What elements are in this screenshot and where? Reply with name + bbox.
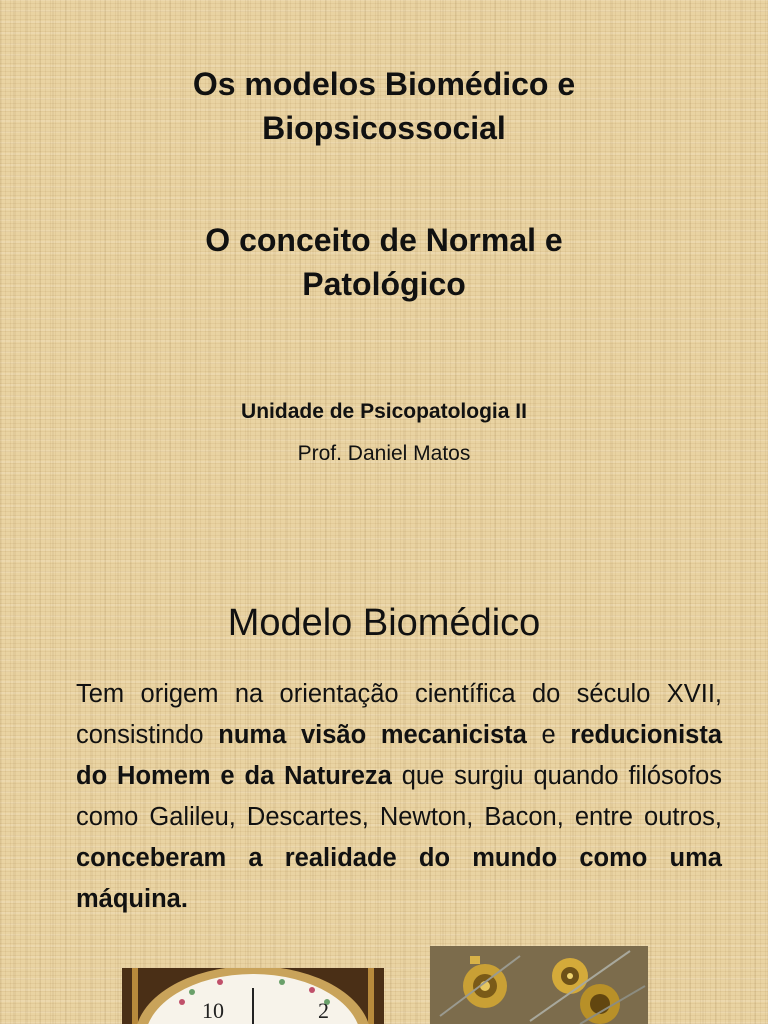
second-title-line-1: O conceito de Normal e (205, 222, 563, 258)
second-title (0, 218, 768, 306)
main-title (0, 62, 768, 150)
content-slide (0, 580, 768, 1024)
clock-face-illustration (122, 968, 384, 1024)
clock-numeral-10: 10 (202, 998, 224, 1023)
second-title-line-2: Patológico (302, 266, 466, 302)
emphasis-1: numa visão mecanicista (218, 721, 527, 749)
course-unit: Unidade de Psicopatologia II (241, 400, 527, 423)
gears-illustration (430, 946, 648, 1024)
text-segment-2: e (526, 721, 571, 749)
text-segment-3: que surgiu quando filósofos como Galileu, Descartes, Newton, Bacon, entre outros, (76, 762, 722, 831)
body-paragraph (76, 674, 722, 920)
gears-image (430, 946, 648, 1024)
emphasis-3: conceberam a realidade do mundo como uma máquina. (76, 844, 722, 913)
main-title-line-2: Biopsicossocial (262, 110, 506, 146)
slide-heading: Modelo Biomédico (227, 602, 541, 644)
clock-numeral-2: 2 (318, 998, 329, 1023)
emphasis-2: reducionista do Homem e da Natureza (76, 721, 723, 790)
author-name: Prof. Daniel Matos (297, 442, 471, 465)
text-segment-1: Tem origem na orientação científica do século XVII, consistindo (76, 680, 722, 749)
clock-image (122, 968, 384, 1024)
main-title-line-1: Os modelos Biomédico e (192, 66, 576, 102)
